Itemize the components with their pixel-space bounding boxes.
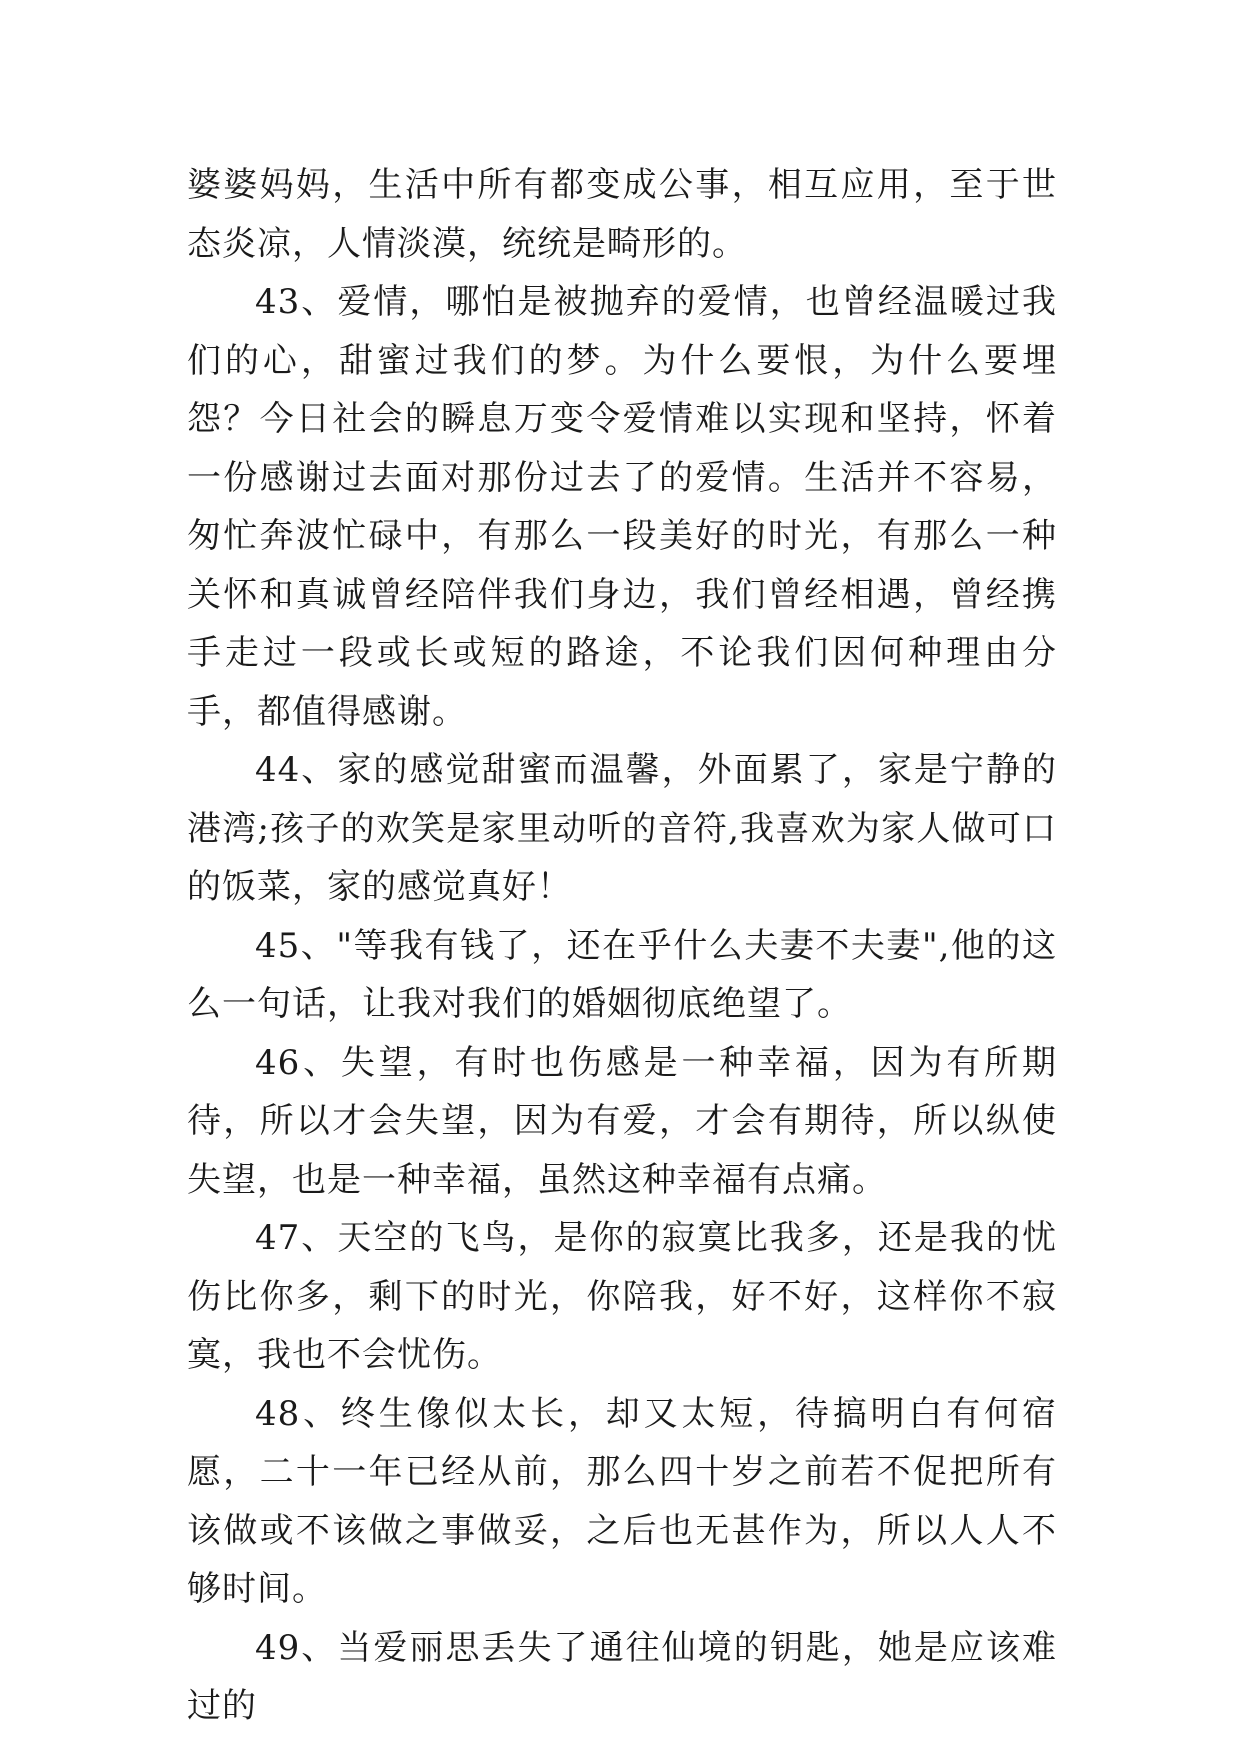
paragraph-47: 47、天空的飞鸟，是你的寂寞比我多，还是我的忧伤比你多，剩下的时光，你陪我，好不好，这样你不寂寞，我也不会忧伤。 bbox=[187, 1218, 1057, 1375]
paragraph-43: 43、爱情，哪怕是被抛弃的爱情，也曾经温暖过我们的心，甜蜜过我们的梦。为什么要恨，为什么要埋怨？今日社会的瞬息万变令爱情难以实现和坚持，怀着一份感谢过去面对那份过去了的爱情。生活并不容易，匆忙奔波忙碌中，有那么一段美好的时光，有那么一种关怀和真诚曾经陪伴我们身边，我们曾经相遇，曾经携手走过一段或长或短的路途，不论我们因何种理由分手，都值得感谢。 bbox=[187, 282, 1057, 732]
paragraph-continuation: 婆婆妈妈，生活中所有都变成公事，相互应用，至于世态炎凉，人情淡漠，统统是畸形的。 bbox=[187, 165, 1057, 264]
paragraph-46: 46、失望，有时也伤感是一种幸福，因为有所期待，所以才会失望，因为有爱，才会有期待，所以纵使失望，也是一种幸福，虽然这种幸福有点痛。 bbox=[187, 1042, 1057, 1200]
paragraph-45: 45、"等我有钱了，还在乎什么夫妻不夫妻",他的这么一句话，让我对我们的婚姻彻底绝望了。 bbox=[187, 925, 1057, 1024]
paragraph-48: 48、终生像似太长，却又太短，待搞明白有何宿愿，二十一年已经从前，那么四十岁之前若不促把所有该做或不该做之事做妥，之后也无甚作为，所以人人不够时间。 bbox=[187, 1393, 1057, 1609]
document-body bbox=[187, 156, 1057, 1736]
paragraph-44: 44、家的感觉甜蜜而温馨，外面累了，家是宁静的港湾;孩子的欢笑是家里动听的音符,我喜欢为家人做可口的饭菜，家的感觉真好！ bbox=[187, 750, 1057, 907]
paragraph-49: 49、当爱丽思丢失了通往仙境的钥匙，她是应该难过的 bbox=[187, 1627, 1057, 1726]
